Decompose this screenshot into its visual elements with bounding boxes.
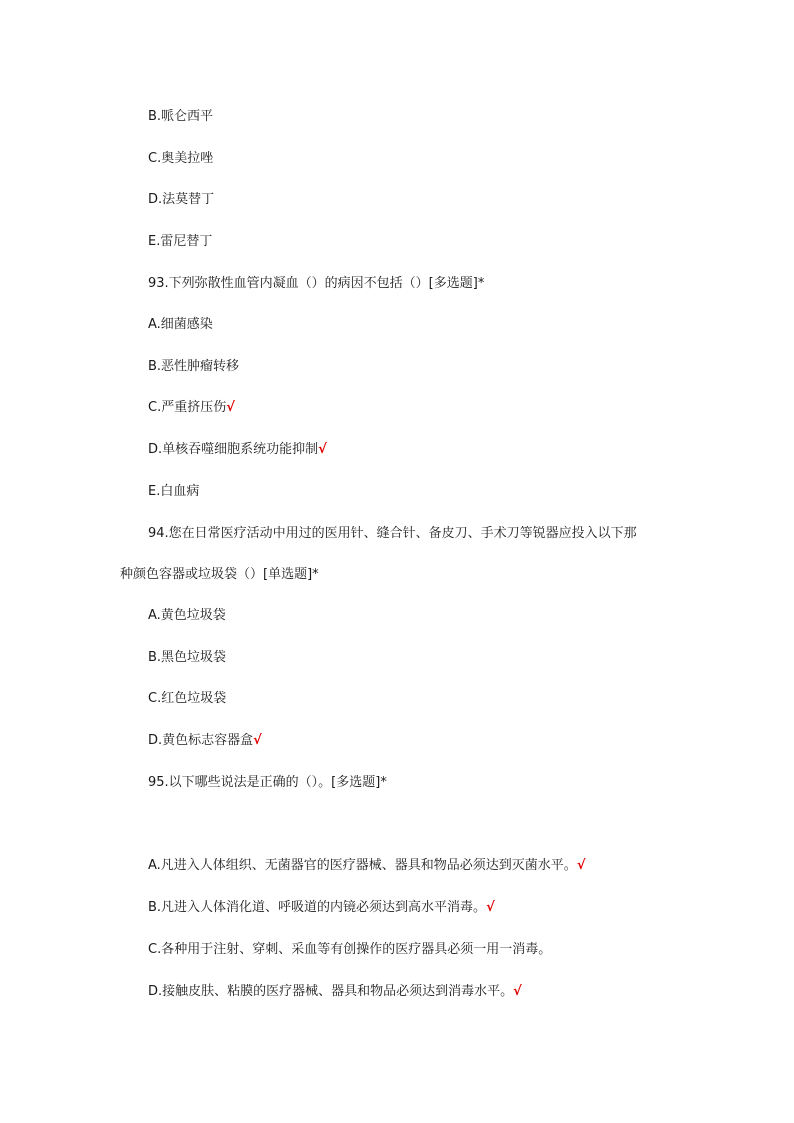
correct-check-icon: √ (253, 733, 262, 748)
option-a-q95: A.凡进入人体组织、无菌器官的医疗器械、器具和物品必须达到灭菌水平。√ (148, 858, 586, 873)
question-95: 95.以下哪些说法是正确的（）。[多选题]* (148, 775, 387, 790)
option-c-q94: C.红色垃圾袋 (148, 691, 227, 706)
correct-check-icon: √ (226, 400, 235, 415)
option-e-q92: E.雷尼替丁 (148, 234, 213, 249)
option-c-q93: C.严重挤压伤√ (148, 400, 235, 415)
option-c-q95: C.各种用于注射、穿刺、采血等有创操作的医疗器具必须一用一消毒。 (148, 942, 552, 957)
option-b-q92: B.哌仑西平 (148, 109, 214, 124)
option-b-q94: B.黑色垃圾袋 (148, 650, 227, 665)
question-94-line1: 94.您在日常医疗活动中用过的医用针、缝合针、备皮刀、手术刀等锐器应投入以下那 (148, 526, 637, 541)
option-d-q92: D.法莫替丁 (148, 192, 215, 207)
option-d-q93: D.单核吞噬细胞系统功能抑制√ (148, 442, 327, 457)
correct-check-icon: √ (576, 858, 586, 873)
correct-check-icon: √ (486, 900, 495, 915)
question-93: 93.下列弥散性血管内凝血（）的病因不包括（）[多选题]* (148, 276, 485, 291)
option-c-q92: C.奥美拉唑 (148, 151, 214, 166)
correct-check-icon: √ (513, 984, 522, 999)
option-d-q95: D.接触皮肤、粘膜的医疗器械、器具和物品必须达到消毒水平。√ (148, 984, 522, 999)
correct-check-icon: √ (318, 442, 327, 457)
option-d-q94: D.黄色标志容器盒√ (148, 733, 262, 748)
option-b-q93: B.恶性肿瘤转移 (148, 359, 240, 374)
option-a-q93: A.细菌感染 (148, 317, 213, 332)
option-a-q94: A.黄色垃圾袋 (148, 608, 226, 623)
option-e-q93: E.白血病 (148, 484, 200, 499)
option-b-q95: B.凡进入人体消化道、呼吸道的内镜必须达到高水平消毒。√ (148, 900, 495, 915)
question-94-line2: 种颜色容器或垃圾袋（）[单选题]* (120, 567, 319, 582)
